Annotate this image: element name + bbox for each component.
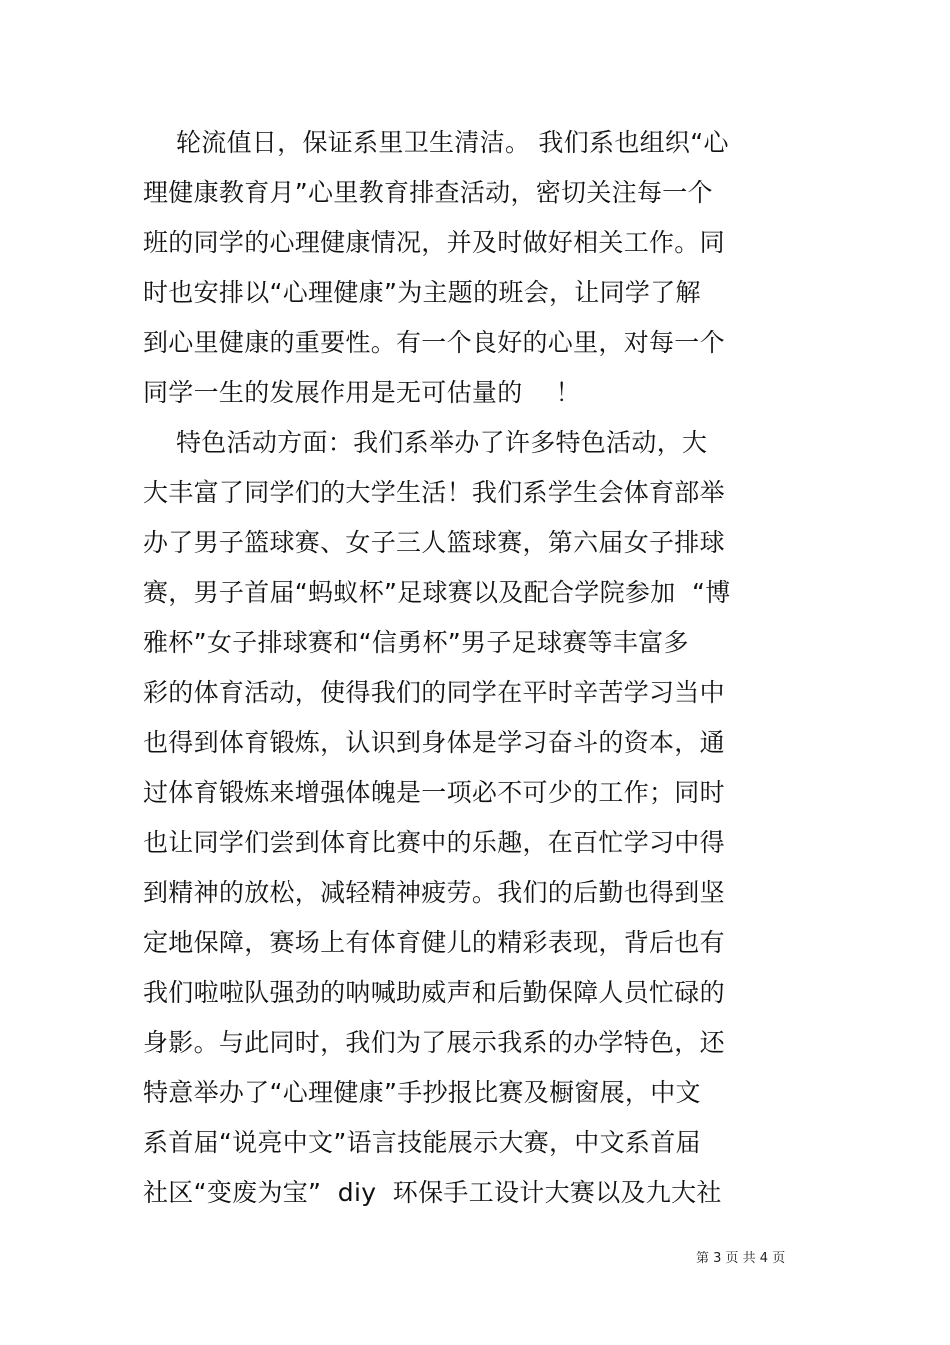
text-line: 大丰富了同学们的大学生活！我们系学生会体育部举 [143,478,725,507]
text-line: 雅杯”女子排球赛和“信勇杯”男子足球赛等丰富多 [143,628,689,657]
text-line: 系首届“说亮中文”语言技能展示大赛，中文系首届 [143,1128,701,1157]
text-line: 办了男子篮球赛、女子三人篮球赛，第六届女子排球 [143,528,725,557]
text-line: 到心里健康的重要性。有一个良好的心里，对每一个 [143,328,725,357]
text-line: 我们啦啦队强劲的呐喊助威声和后勤保障人员忙碌的 [143,978,725,1007]
text-line: 定地保障，赛场上有体育健儿的精彩表现，背后也有 [143,928,725,957]
text-line: 理健康教育月”心里教育排查活动，密切关注每一个 [143,178,713,207]
text-line: 过体育锻炼来增强体魄是一项必不可少的工作；同时 [143,778,725,807]
text-line: 也得到体育锻炼，认识到身体是学习奋斗的资本，通 [143,728,725,757]
text-line: 同学一生的发展作用是无可估量的 ！ [143,378,581,407]
text-line: 社区“变废为宝” diy 环保手工设计大赛以及九大社 [143,1178,722,1207]
text-line: 时也安排以“心理健康”为主题的班会，让同学了解 [143,278,701,307]
text-line: 也让同学们尝到体育比赛中的乐趣，在百忙学习中得 [143,828,725,857]
text-line: 轮流值日，保证系里卫生清洁。 我们系也组织“心 [143,128,729,157]
text-line: 特色活动方面：我们系举办了许多特色活动，大 [143,428,708,457]
page-number: 第 3 页 共 4 页 [696,1251,786,1266]
text-line: 到精神的放松，减轻精神疲劳。我们的后勤也得到坚 [143,878,725,907]
text-line: 特意举办了“心理健康”手抄报比赛及橱窗展，中文 [143,1078,701,1107]
text-line: 彩的体育活动，使得我们的同学在平时辛苦学习当中 [143,678,725,707]
text-line: 身影。与此同时，我们为了展示我系的办学特色，还 [143,1028,725,1057]
text-line: 班的同学的心理健康情况，并及时做好相关工作。同 [143,228,725,257]
text-line: 赛，男子首届“蚂蚁杯”足球赛以及配合学院参加 “博 [143,578,731,607]
